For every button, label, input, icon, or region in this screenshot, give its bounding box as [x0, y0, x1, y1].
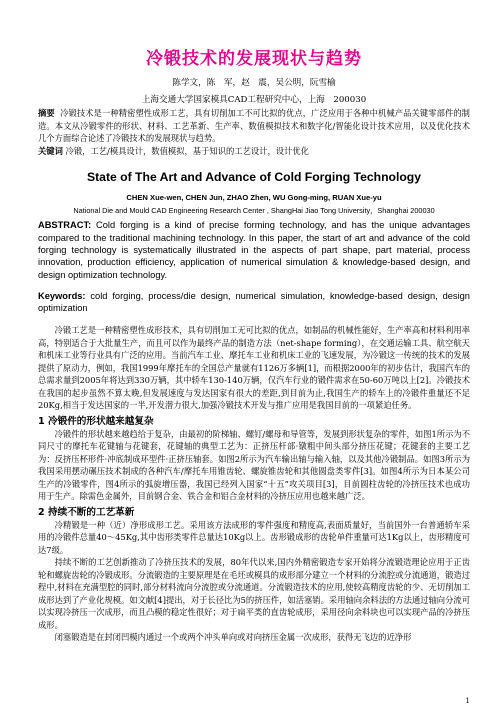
section-2-paragraph-3: 闭塞锻造是在封闭凹模内通过一个或两个冲头单向或对向挤压金属一次成形，获得无飞边的近净形 — [54, 632, 412, 643]
abstract-en-label: ABSTRACT: — [38, 220, 92, 231]
authors: 陈学文，陈 军，赵 震，吴公明，阮雪榆 — [172, 78, 336, 88]
abstract-en-text: Cold forging is a kind of precise forming technology, and has the unique advantages compared to the traditional machining technology. In this paper, the start of art and advance of the cold forging technology is systematically illustrated in the aspects of part shape, part material, process innovation, production efficiency, application of numerical simulation & knowledge-based design, and design optimization technology. — [38, 220, 470, 280]
affiliation-en: National Die and Mould CAD Engineering Research Center , ShangHai Jiao Tong University，Shanghai 200030 — [73, 206, 435, 216]
section-2-heading: 2 持续不断的工艺革新 — [38, 506, 135, 518]
section-1-body: 冷锻件的形状越来越趋给于复杂，由最初的阶梯轴、螺钉/螺母和导管等，发展到形状复杂的零件，如图1所示为不同尺寸的摩托车花键轴与花键套，花键轴的典型工艺为：正挤压杆部·镦粗中间头部分挤压花键；花键套的主要工艺为：反挤压杯形件·冲底制成环型件·正挤压轴套。如图2所示为汽车输出轴与输入轴，以及其他冷锻制品。如图3所示为我国采用摆动碾压技术制成的各种汽车/摩托车用锥齿轮、螺旋锥齿轮和其他圆盘类零件[3]。如图4所示为日本某公司生产的冷锻零件，图4所示的弧旋增压器，我国已经列入国家“十五”攻关项目[3]，目前圆柱齿轮的冷挤压技术也成功用于生产。除需色金属外，目前钢合金、铁合金和铝合金材料的冷挤压应用也越来越广泛。 — [38, 428, 470, 502]
keywords-en-text: cold forging, process/die design, numerical simulation, knowledge-based design, design optimization — [38, 291, 470, 314]
keywords-en-label: Keywords: — [38, 291, 86, 302]
paper-title: 冷锻技术的发展现状与趋势 — [146, 49, 362, 69]
keywords-cn — [38, 145, 470, 158]
abstract-cn-text: 冷锻技术是一种精密塑性成形工艺，具有切削加工不可比拟的优点，广泛应用于各种中机械产品关键零部件的制造。本文从冷锻零件的形状、材料、工艺革新、生产率、数值模拟技术和数字化/智能化设计技术应用，以及优化技术几个方面综合论述了冷锻技术的发展现状与趋势。 — [38, 108, 470, 144]
abstract-cn — [38, 107, 470, 145]
section-2-paragraph-1: 冷精锻是一种（近）净形成形工艺。采用该方法成形的零件强度和精度高,表面质量好，当前国外一台普通轿车采用的冷锻件总量40～45Kg,其中齿形类零件总量达10Kg以上。齿形锻成形的齿轮单件重量可达1Kg以上，齿形精度可达7级。 — [38, 519, 470, 555]
abstract-en — [38, 219, 470, 280]
abstract-cn-label: 摘要 — [38, 108, 55, 118]
section-1-heading: 1 冷锻件的形状越来越复杂 — [38, 415, 154, 427]
paper-title-en: State of The Art and Advance of Cold Forging Technology — [86, 170, 422, 185]
page-number: 1 — [465, 697, 470, 705]
authors-en: CHEN Xue-wen, CHEN Jun, ZHAO Zhen, WU Gong-ming, RUAN Xue-yu — [126, 193, 382, 203]
keywords-cn-text: 冷锻，工艺/模具设计，数值模拟，基于知识的工艺设计，设计优化 — [65, 145, 309, 156]
section-2-paragraph-2: 持续不断的工艺创新推动了冷挤压技术的发展，80年代以来,国内外精密锻造专家开始将分流锻造理论应用于正齿轮和螺旋齿轮的冷锻成形。分流锻造的主要原理是在毛坯或模具的成形部分建立一个材料的分流腔或分流通道，锻造过程中,材料在充满型腔的同时,部分材料流向分流腔或分流通道。分流锻造技术的应用,使较高精度齿轮的少、无切削加工成形达到了产业化规模。如文献[4]提出，对于长径比为5的挤压件，如活塞销。采用轴向余料法的方法通过轴向分流可以实现冷挤压一次成形，而且凸模的稳定性很好；对于扁平类的直齿轮成形，采用径向余料块也可以实现产品的冷挤压成形。 — [38, 557, 470, 630]
intro-paragraph: 冷锻工艺是一种精密塑性成形技术，具有切削加工无可比拟的优点，如制品的机械性能好，生产率高和材料利用率高，特别适合于大批量生产，而且可以作为最终产品的制造方法（net-shape forming），在交通运输工具、航空航天和机床工业等行业具有广泛的应用。当前汽车工业、摩托车工业和机床工业的飞速发展，为冷锻这一传统的技术的发展提供了原动力，例如，我国1999年摩托车的全国总产量就有1126万多辆[1]，而根据2000年的初步估计，我国汽车的总需求量到2005年将达到330万辆，其中轿车130-140万辆，仅汽车行业的锻件需求在50-60万吨以上[2]。冷锻技术在我国的起步虽然不算太晚,但发展速度与发达国家有很大的差距,到目前为止,我国生产的轿车上的冷锻件重量还不足20Kg,相当于发达国家的一半,开发潜力很大,加强冷锻技术开发与推广应用是我国目前的一项紧迫任务。 — [38, 325, 470, 411]
affiliation: 上海交通大学国家模具CAD工程研究中心，上海 200030 — [141, 95, 367, 105]
keywords-en — [38, 290, 470, 315]
keywords-cn-label: 关键词 — [38, 145, 63, 156]
